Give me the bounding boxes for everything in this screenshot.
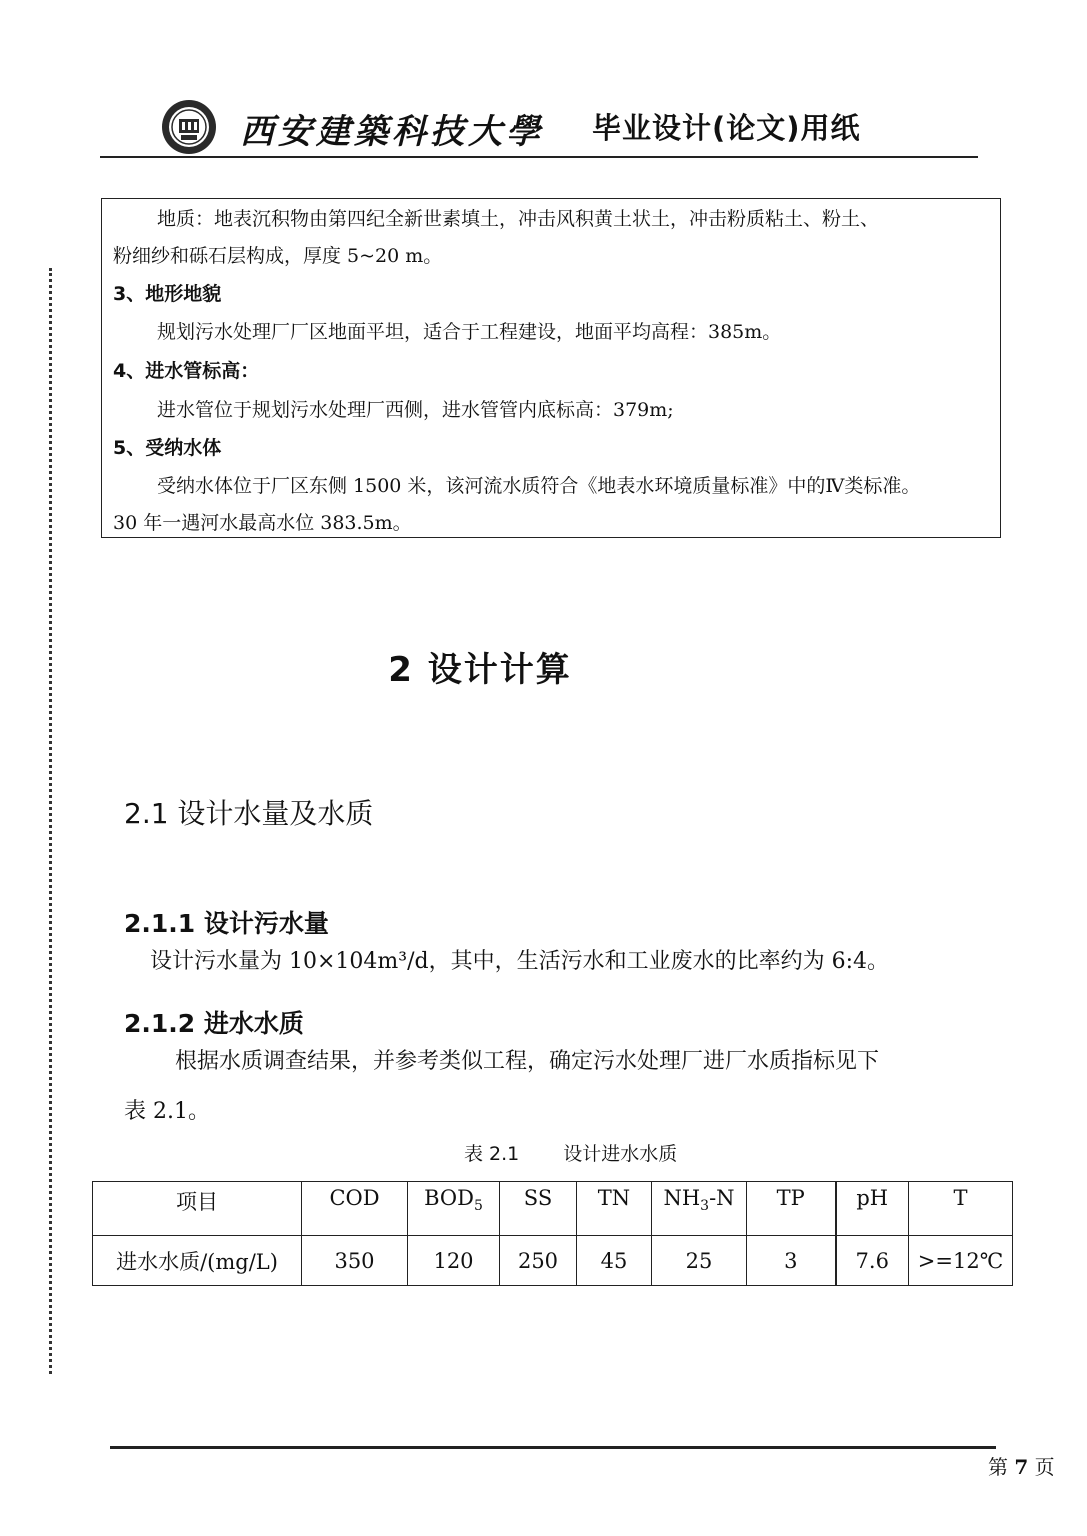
table-row [93,1236,1013,1286]
header-cod: COD [302,1182,408,1236]
cell-ss: 250 [500,1236,577,1286]
footer-divider [110,1446,996,1449]
influent-quality-text-line2: 表 2.1。 [124,1099,210,1124]
subsection-title-influent-quality: 2.1.2 进水水质 [124,1009,304,1038]
chapter-title: 2 设计计算 [388,650,572,690]
header-bod5: $BOD_5$ [408,1182,500,1236]
header-tn: TN [577,1182,652,1236]
heading-inlet-elevation: 4、进水管标高： [113,360,260,382]
cell-cod: 350 [302,1236,408,1286]
header-item: 项目 [93,1182,302,1236]
header-ph: pH [836,1182,909,1236]
cell-tp: 3 [747,1236,836,1286]
inlet-text: 进水管位于规划污水处理厂西侧，进水管管内底标高：379m; [157,399,674,421]
sewage-volume-text: 设计污水量为 10×104m³/d，其中，生活污水和工业废水的比率约为 6:4。 [150,949,889,974]
cell-temperature: >=12℃ [909,1236,1013,1286]
paper-type-title: 毕业设计(论文)用纸 [592,111,861,145]
header-ss: SS [500,1182,577,1236]
header-nh3n: $NH_3-N$ [652,1182,747,1236]
cell-ph: 7.6 [836,1236,909,1286]
binding-dotted-line [49,268,52,1374]
cell-nh3n: 25 [652,1236,747,1286]
subsection-title-sewage-volume: 2.1.1 设计污水量 [124,909,329,938]
table-header-row [93,1182,1013,1236]
heading-terrain: 3、地形地貌 [113,283,222,305]
header-divider [100,156,978,158]
influent-quality-text-line1: 根据水质调查结果，并参考类似工程，确定污水处理厂进厂水质指标见下 [175,1049,880,1074]
terrain-text: 规划污水处理厂厂区地面平坦，适合于工程建设，地面平均高程：385m。 [157,321,782,343]
table-caption [464,1139,677,1166]
table-caption-title: 设计进水水质 [563,1143,678,1165]
university-logo-icon [160,98,218,156]
table-caption-number: 表 2.1 [464,1143,520,1165]
header-tp: TP [747,1182,836,1236]
section-title: 2.1 设计水量及水质 [124,797,374,830]
cell-label: 进水水质/(mg/L) [93,1236,302,1286]
header-temperature: T [909,1182,1013,1236]
page-number: 第 7 页 [988,1455,1055,1479]
site-conditions-box [101,198,1001,538]
cell-bod5: 120 [408,1236,500,1286]
geology-text-line1: 地质：地表沉积物由第四纪全新世素填土，冲击风积黄土状土，冲击粉质粘土、粉土、 [157,208,880,230]
receiving-text-line1: 受纳水体位于厂区东侧 1500 米，该河流水质符合《地表水环境质量标准》中的Ⅳ类标准。 [157,475,921,497]
influent-quality-table [92,1181,1013,1286]
receiving-text-line2: 30 年一遇河水最高水位 383.5m。 [113,512,412,534]
geology-text-line2: 粉细纱和砾石层构成，厚度 5~20 m。 [113,245,443,267]
cell-tn: 45 [577,1236,652,1286]
heading-receiving-water: 5、受纳水体 [113,437,222,459]
university-name: 西安建築科技大學 [240,112,544,152]
